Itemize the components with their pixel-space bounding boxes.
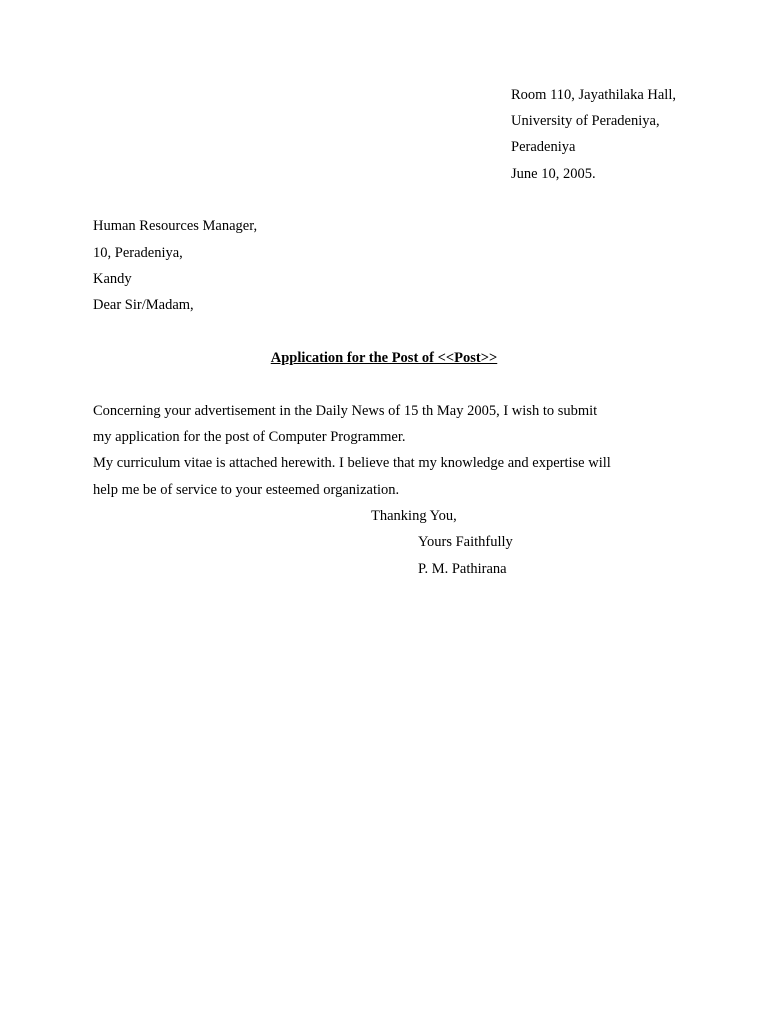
- body-line-2: my application for the post of Computer Programmer.: [93, 429, 406, 445]
- sender-address-line-2: University of Peradeniya,: [511, 113, 660, 129]
- sender-address-line-1: Room 110, Jayathilaka Hall,: [511, 87, 676, 103]
- salutation: Dear Sir/Madam,: [93, 297, 194, 313]
- body-line-4: help me be of service to your esteemed organization.: [93, 482, 400, 498]
- closing-sign-off: Yours Faithfully: [418, 534, 513, 550]
- sender-address-line-3: Peradeniya: [511, 139, 576, 155]
- recipient-line-1: Human Resources Manager,: [93, 218, 258, 234]
- recipient-line-3: Kandy: [93, 271, 132, 287]
- subject-heading: Application for the Post of <<Post>>: [270, 350, 498, 366]
- recipient-line-2: 10, Peradeniya,: [93, 245, 183, 261]
- letter-date: June 10, 2005.: [511, 166, 596, 182]
- closing-thanks: Thanking You,: [371, 508, 457, 524]
- signatory-name: P. M. Pathirana: [418, 561, 507, 577]
- body-line-1: Concerning your advertisement in the Daily News of 15 th May 2005, I wish to submit: [93, 403, 598, 419]
- body-line-3: My curriculum vitae is attached herewith. I believe that my knowledge and expertise will: [93, 455, 611, 471]
